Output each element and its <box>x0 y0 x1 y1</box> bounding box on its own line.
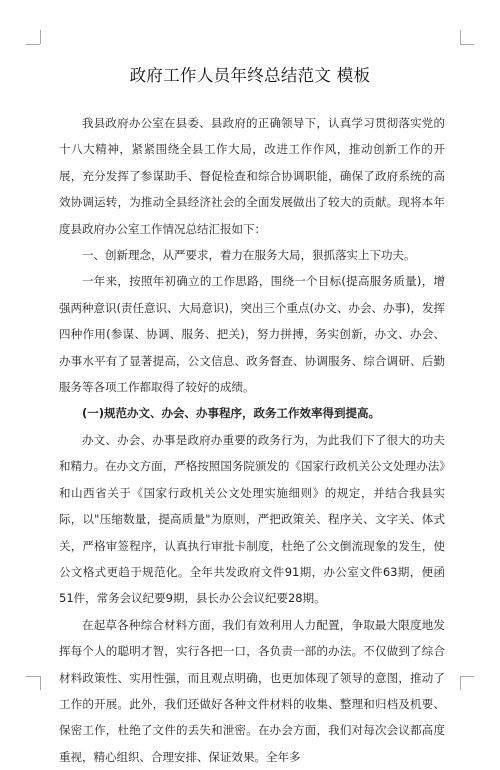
document-title: 政府工作人员年终总结范文 模板 <box>129 66 371 85</box>
paragraph-intro: 我县政府办公室在县委、县政府的正确领导下，认真学习贯彻落实党的十八大精神，紧紧围绕全县工作大局，改进工作作风，推动创新工作的开展，充分发挥了参谋助手、督促检查和综合协调职能，确保了政府系统的高效协调运转，为推动全县经济社会的全面发展做出了较大的贡献。现将本年度县政府办公室工作情况总结汇报如下： <box>59 116 445 236</box>
paragraph-overview: 一年来，按照年初确立的工作思路，围绕一个目标(提高服务质量)，增强两种意识(责任意识、大局意识)，突出三个重点(办文、办会、办事)，发挥四种作用(参谋、协调、服务、把关)，努力拼搏，务实创新，办文、办会、办事水平有了显著提高，公文信息、政务督查、协调服务、综合调研、后勤服务等各项工作都取得了较好的成绩。 <box>59 274 445 395</box>
section-heading-one: 一、创新理念，从严要求，着力在服务大局，狠抓落实上下功夫。 <box>82 248 416 263</box>
subsection-heading-one: (一)规范办文、办会、办事程序，政务工作效率得到提高。 <box>82 406 381 421</box>
paragraph-document-handling: 办文、办会、办事是政府办重要的政务行为，为此我们下了很大的功夫和精力。在办文方面，严格按照国务院颁发的《国家行政机关公文处理办法》和山西省关于《国家行政机关公文处理实施细则》的规定，并结合我县实际，以"压缩数量，提高质量"为原则，严把政策关、程序关、文字关、体式关，严格审签程序，认真执行审批卡制度，杜绝了公文倒流现象的发生，使公文格式更趋于规范化。全年共发政府文件91期，办公室文件63期，便函51件，常务会议纪要9期，县长办公会议纪要28期。 <box>59 432 445 606</box>
paragraph-materials-meetings: 在起草各种综合材料方面，我们有效利用人力配置，争取最大限度地发挥每个人的聪明才智，实行各把一口，各负责一部的办法。不仅做到了综合材料政策性、实用性强，而且观点明确，也更加体现了领导的意图，推动了工作的开展。此外，我们还做好各种文件材料的收集、整理和归档及机要、保密工作，杜绝了文件的丢失和泄密。在办会方面，我们对每次会议都高度重视，精心组织、合理安排、保证效果。全年多 <box>59 617 445 764</box>
document-body <box>59 110 445 770</box>
